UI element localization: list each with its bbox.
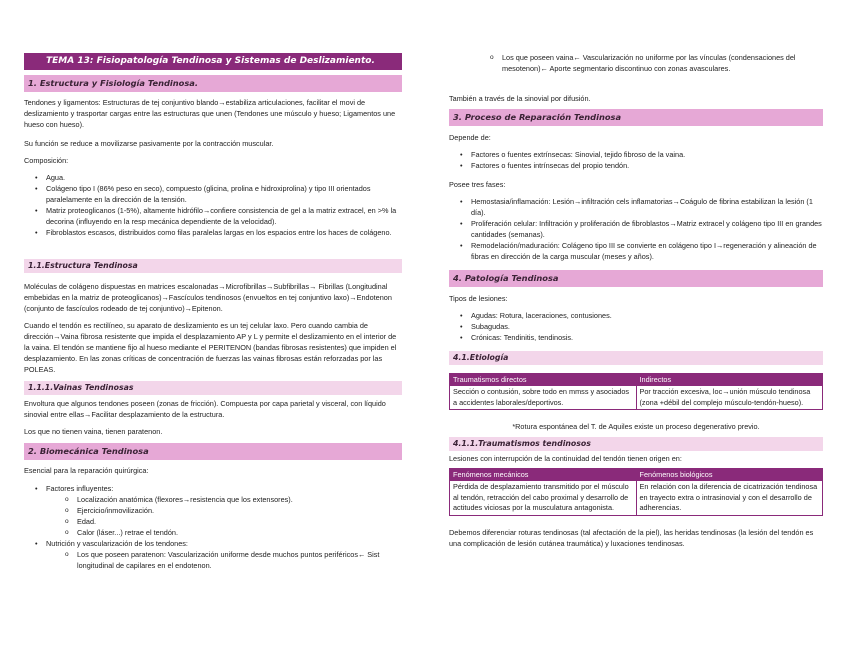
sub-list-item: o Edad.: [24, 516, 402, 527]
section-3-heading: 3. Proceso de Reparación Tendinosa: [449, 109, 823, 126]
s3-paragraph-1: Depende de:: [449, 133, 491, 142]
continued-paragraph: También a través de la sinovial por difusión.: [449, 94, 591, 103]
list-item: • Hemostasia/inflamación: Lesión→infiltración cels inflamatorias→Coágulo de fibrina estabilizan la lesión (1 día).: [449, 196, 823, 218]
continued-list: [449, 52, 823, 74]
section-1-1-1-heading: 1.1.1.Vainas Tendinosas: [24, 381, 402, 395]
list-item: • Nutrición y vascularización de los tendones:: [24, 538, 402, 549]
sub-list-item: o Los que poseen vaina← Vascularización no uniforme por las vínculas (condensaciones del mesotenon)← Aporte segmentario discontinuo con zonas avasculares.: [449, 52, 823, 74]
list-item: • Factores o fuentes extrínsecas: Sinovial, tejido fibroso de la vaina.: [449, 149, 823, 160]
s411-paragraph-2: Debemos diferenciar roturas tendinosas (tal afectación de la piel), las heridas tendinosas (la lesión del tendón es una complicación de lesión cutánea traumática) y luxaciones tendinosas.: [449, 528, 814, 548]
table-header: Fenómenos mecánicos: [450, 469, 637, 481]
sub-list-item: o Calor (láser...) retrae el tendón.: [24, 527, 402, 538]
table-cell: En relación con la diferencia de cicatrización tendinosa en trayecto extra o intrasinovial y con el desarrollo de adherencias.: [636, 481, 823, 516]
list-item: • Matriz proteoglicanos (1-5%), altamente hidrófilo→confiere consistencia de gel a la matriz extracel, en >% la decorina (influyendo en la resp mecánica dependiente de la velocidad).: [24, 205, 402, 227]
biomechanics-list: [24, 483, 402, 571]
list-item: • Factores o fuentes intrínsecas del propio tendón.: [449, 160, 823, 171]
table-note: *Rotura espontánea del T. de Aquiles existe un proceso degenerativo previo.: [512, 422, 760, 431]
s111-paragraph-1: Envoltura que algunos tendones poseen (zonas de fricción). Compuesta por capa parietal y visceral, con líquido sinovial entre ellas→Facilitar desplazamiento de la estructura.: [24, 399, 386, 419]
s111-paragraph-2: Los que no tienen vaina, tienen paratenon.: [24, 427, 163, 436]
section-2-heading: 2. Biomecánica Tendinosa: [24, 443, 402, 460]
s2-paragraph-1: Esencial para la reparación quirúrgica:: [24, 466, 149, 475]
list-item: • Crónicas: Tendinitis, tendinosis.: [449, 332, 823, 343]
list-item: • Colágeno tipo I (86% peso en seco), compuesto (glicina, prolina e hidroxiprolina) y tipo III orientados paralelamente en la dirección de la tensión.: [24, 183, 402, 205]
list-item: • Remodelación/maduración: Colágeno tipo III se convierte en colágeno tipo I→regeneración y alineación de fibras en dirección de la carga muscular (meses y años).: [449, 240, 823, 262]
list-item: • Fibroblastos escasos, distribuidos como filas paralelas largas en los espacios entre los haces de colágeno.: [24, 227, 402, 238]
table-header: Indirectos: [636, 374, 823, 386]
list-item: • Agudas: Rotura, laceraciones, contusiones.: [449, 310, 823, 321]
list-item: • Subagudas.: [449, 321, 823, 332]
section-4-1-heading: 4.1.Etiología: [449, 351, 823, 365]
list-item: • Factores influyentes:: [24, 483, 402, 494]
s3-paragraph-2: Posee tres fases:: [449, 180, 506, 189]
sub-list-item: o Los que poseen paratenon: Vascularización uniforme desde muchos puntos periféricos← Sist longitudinal de capilares en el endotenon.: [24, 549, 402, 571]
s1-paragraph-3: Composición:: [24, 156, 69, 165]
table-cell: Pérdida de desplazamiento transmitido por el músculo al tendón, retracción del cabo proximal y desarrollo de actitudes viciosas por la musculatura antagonista.: [450, 481, 637, 516]
sub-list-item: o Ejercicio/inmovilización.: [24, 505, 402, 516]
lesion-types-list: [449, 310, 823, 343]
section-4-1-1-heading: 4.1.1.Traumatismos tendinosos: [449, 437, 823, 451]
traumatisms-table: [449, 468, 823, 516]
document-title: TEMA 13: Fisiopatología Tendinosa y Sistemas de Deslizamiento.: [24, 53, 402, 70]
repair-sources-list: [449, 149, 823, 171]
section-1-1-heading: 1.1.Estructura Tendinosa: [24, 259, 402, 273]
s411-paragraph-1: Lesiones con interrupción de la continuidad del tendón tienen origen en:: [449, 454, 682, 463]
sub-list-item: o Localización anatómica (flexores→resistencia que los extensores).: [24, 494, 402, 505]
s1-paragraph-1: Tendones y ligamentos: Estructuras de tej conjuntivo blando→estabiliza articulaciones, facilitar el movi de deslizamiento y trasportar cargas entre las estructuras que unen (Tendones une músculo y hueso; Ligamentos une hueso con hueso).: [24, 98, 396, 129]
table-header: Fenómenos biológicos: [636, 469, 823, 481]
repair-phases-list: [449, 196, 823, 262]
s4-paragraph-1: Tipos de lesiones:: [449, 294, 508, 303]
table-header: Traumatismos directos: [450, 374, 637, 386]
s11-paragraph-1: Moléculas de colágeno dispuestas en matrices escalonadas→Microfibrillas→Subfibrillas→ Fibrillas (Longitudinal embebidas en la matriz de proteoglicanos)→Fascículos tendinosos (envueltos en tej conjuntivo laxo)→Endotenon (conjunto de fascículos rodeado de tej conjuntivo)→Epitenon.: [24, 282, 392, 313]
table-cell: Por tracción excesiva, loc→unión músculo tendinosa (zona +débil del complejo músculo-tendón-hueso).: [636, 386, 823, 410]
etiology-table: [449, 373, 823, 410]
s11-paragraph-2: Cuando el tendón es rectilíneo, su aparato de deslizamiento es un tej celular laxo. Pero cuando cambia de dirección→Vaina fibrosa resistente que impida el desplazamiento AP y L y permite el deslizamiento en el interior de la vaina. El tendón se mantiene fijo al hueso mediante el PERITENON (bandas fibrosas resistentes) que impiden el desplazamiento. En las zonas críticas de concentración de fuerzas las vainas fibrosas están reforzadas por las POLEAS.: [24, 321, 397, 374]
section-4-heading: 4. Patología Tendinosa: [449, 270, 823, 287]
composition-list: [24, 172, 402, 238]
list-item: • Proliferación celular: Infiltración y proliferación de fibroblastos→Matriz extracel y colágeno tipo III en grandes cantidades (semanas).: [449, 218, 823, 240]
s1-paragraph-2: Su función se reduce a movilizarse pasivamente por la contracción muscular.: [24, 139, 274, 148]
table-cell: Sección o contusión, sobre todo en mmss y asociados a accidentes laborales/deportivos.: [450, 386, 637, 410]
list-item: • Agua.: [24, 172, 402, 183]
section-1-heading: 1. Estructura y Fisiología Tendinosa.: [24, 75, 402, 92]
